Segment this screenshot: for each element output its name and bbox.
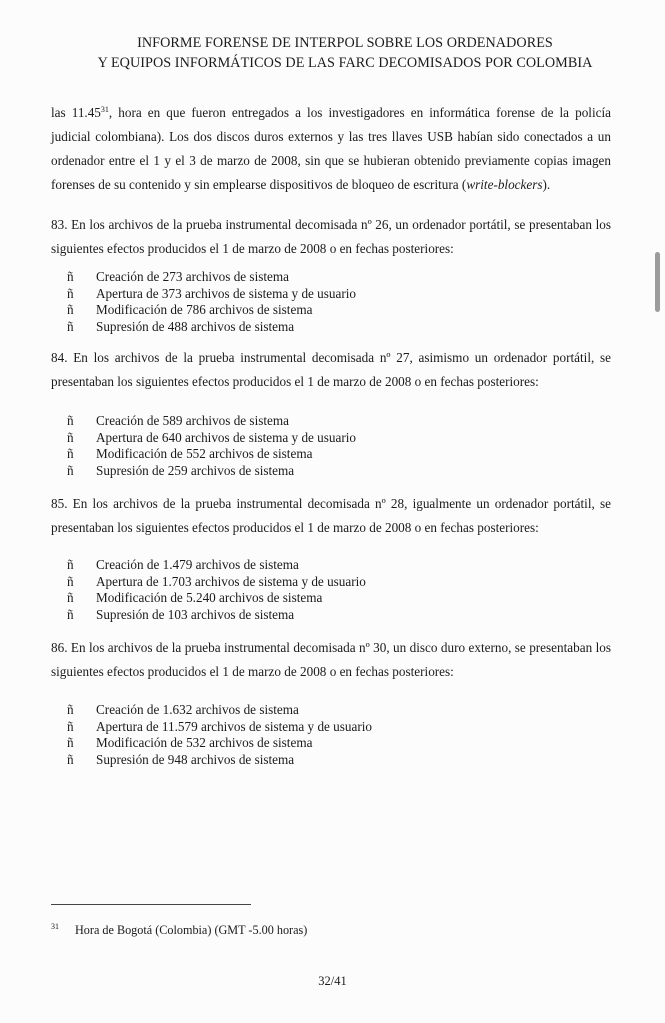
list-item — [67, 319, 547, 336]
page-number: 32/41 — [318, 974, 347, 988]
footnote-ref: 31 — [100, 105, 109, 114]
bullet-list-86 — [67, 702, 547, 768]
bullet-icon: ñ — [67, 446, 74, 462]
bullet-icon: ñ — [67, 751, 74, 767]
list-item — [67, 446, 547, 463]
bullet-list-85 — [67, 557, 547, 623]
bullet-icon: ñ — [67, 429, 74, 445]
paragraph-86: 86. En los archivos de la prueba instrumental decomisada nº 30, un disco duro externo, se presentaban los siguientes efectos producidos el 1 de marzo de 2008 o en fechas posteriores: — [51, 640, 611, 679]
scrollbar-thumb[interactable] — [655, 252, 660, 312]
intro-lead: las 11.45 — [51, 105, 101, 120]
list-item-text: Apertura de 1.703 archivos de sistema y de usuario — [96, 573, 366, 589]
bullet-icon: ñ — [67, 413, 74, 428]
footnote-divider — [51, 904, 251, 905]
footnote — [51, 919, 307, 938]
list-item-text: Modificación de 5.240 archivos de sistema — [96, 590, 323, 606]
paragraph-85: 85. En los archivos de la prueba instrumental decomisada nº 28, igualmente un ordenador portátil, se presentaban los siguientes efectos producidos el 1 de marzo de 2008 o en fechas posteriores: — [51, 496, 611, 535]
list-item — [67, 557, 547, 574]
bullet-icon: ñ — [67, 702, 74, 717]
bullet-icon: ñ — [67, 269, 74, 284]
list-item — [67, 719, 547, 736]
list-item-text: Creación de 273 archivos de sistema — [96, 269, 289, 284]
intro-text-end: ). — [542, 177, 551, 192]
list-item-text: Supresión de 103 archivos de sistema — [96, 606, 295, 622]
bullet-icon: ñ — [67, 590, 74, 606]
bullet-icon: ñ — [67, 606, 74, 622]
list-item — [67, 607, 547, 624]
bullet-icon: ñ — [67, 302, 74, 318]
bullet-list-84 — [67, 413, 547, 479]
intro-italic-term: write-blockers — [466, 177, 543, 192]
list-item-text: Apertura de 640 archivos de sistema y de usuario — [96, 429, 357, 445]
intro-paragraph — [51, 101, 611, 197]
list-item-text: Modificación de 532 archivos de sistema — [96, 735, 313, 751]
list-item-text: Creación de 1.479 archivos de sistema — [96, 557, 299, 572]
paragraph-84: 84. En los archivos de la prueba instrumental decomisada nº 27, asimismo un ordenador portátil, se presentaban los siguientes efectos producidos el 1 de marzo de 2008 o en fechas posteriores: — [51, 350, 611, 389]
header-line-1: INFORME FORENSE DE INTERPOL SOBRE LOS ORDENADORES — [137, 35, 553, 51]
list-item — [67, 413, 547, 430]
bullet-icon: ñ — [67, 557, 74, 572]
header-line-2: Y EQUIPOS INFORMÁTICOS DE LAS FARC DECOMISADOS POR COLOMBIA — [97, 55, 593, 71]
bullet-icon: ñ — [67, 462, 74, 478]
intro-text: , hora en que fueron entregados a los investigadores en informática forense de la policía judicial colombiana). Los dos discos duros externos y las tres llaves USB habían sido conectados a un ordenador entre el 1 y el 3 de marzo de 2008, sin que se hubieran obtenido previamente copias imagen forenses de su contenido y sin emplearse dispositivos de bloqueo de escritura ( — [51, 105, 611, 192]
bullet-icon: ñ — [67, 318, 74, 334]
bullet-icon: ñ — [67, 573, 74, 589]
bullet-list-83 — [67, 269, 547, 335]
list-item — [67, 574, 547, 591]
list-item — [67, 702, 547, 719]
list-item-text: Supresión de 259 archivos de sistema — [96, 462, 295, 478]
list-item — [67, 430, 547, 447]
list-item — [67, 302, 547, 319]
bullet-icon: ñ — [67, 718, 74, 734]
list-item — [67, 752, 547, 769]
bullet-icon: ñ — [67, 285, 74, 301]
list-item-text: Creación de 589 archivos de sistema — [96, 413, 289, 428]
list-item-text: Modificación de 786 archivos de sistema — [96, 302, 313, 318]
list-item-text: Modificación de 552 archivos de sistema — [96, 446, 313, 462]
footnote-number: 31 — [51, 922, 59, 931]
list-item-text: Apertura de 373 archivos de sistema y de usuario — [96, 285, 357, 301]
list-item-text: Creación de 1.632 archivos de sistema — [96, 702, 299, 717]
list-item-text: Supresión de 488 archivos de sistema — [96, 318, 295, 334]
report-header — [40, 33, 650, 73]
list-item-text: Apertura de 11.579 archivos de sistema y de usuario — [96, 718, 373, 734]
list-item — [67, 269, 547, 286]
list-item — [67, 590, 547, 607]
footnote-text: Hora de Bogotá (Colombia) (GMT -5.00 horas) — [75, 923, 308, 937]
list-item — [67, 286, 547, 303]
paragraph-83: 83. En los archivos de la prueba instrumental decomisada nº 26, un ordenador portátil, se presentaban los siguientes efectos producidos el 1 de marzo de 2008 o en fechas posteriores: — [51, 217, 611, 256]
list-item — [67, 463, 547, 480]
list-item — [67, 735, 547, 752]
list-item-text: Supresión de 948 archivos de sistema — [96, 751, 295, 767]
bullet-icon: ñ — [67, 735, 74, 751]
